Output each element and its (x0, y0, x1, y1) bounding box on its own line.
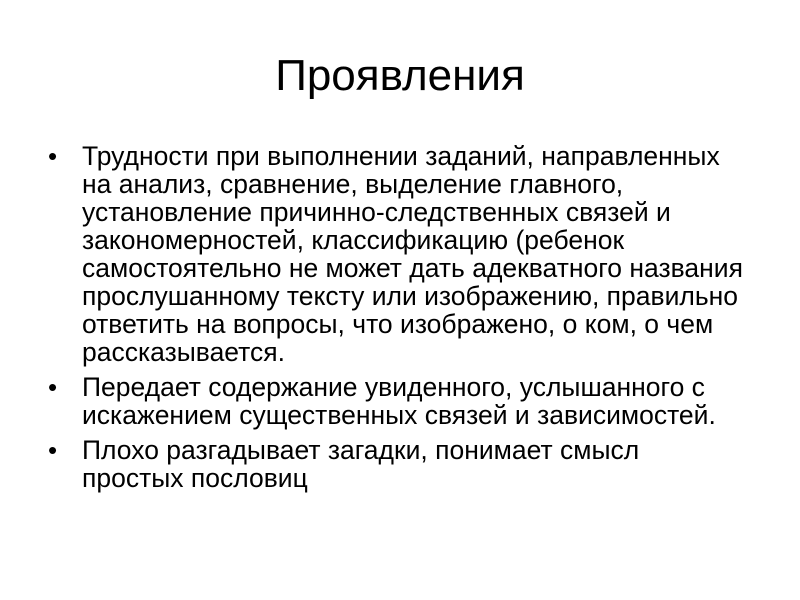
bullet-item-retelling (48, 373, 748, 429)
bullet-marker: • (48, 141, 58, 171)
bullet-list (48, 142, 748, 499)
bullet-marker: • (48, 435, 58, 465)
bullet-marker: • (48, 372, 58, 402)
bullet-text: Плохо разгадывает загадки, понимает смысл простых пословиц (82, 435, 640, 493)
slide-title: Проявления (275, 51, 525, 100)
bullet-text: Передает содержание увиденного, услышанного с искажением существенных связей и зависимостей. (82, 372, 716, 430)
bullet-text: Трудности при выполнении заданий, направленных на анализ, сравнение, выделение главного, установление причинно-следственных связей и закономерностей, классификацию (ребенок самостоятельно не может дать адекватного названия прослушанному тексту или изображению, правильно ответить на вопросы, что изображено, о ком, о чем рассказывается. (82, 141, 743, 367)
bullet-item-riddles (48, 436, 748, 492)
bullet-item-difficulties (48, 142, 748, 366)
